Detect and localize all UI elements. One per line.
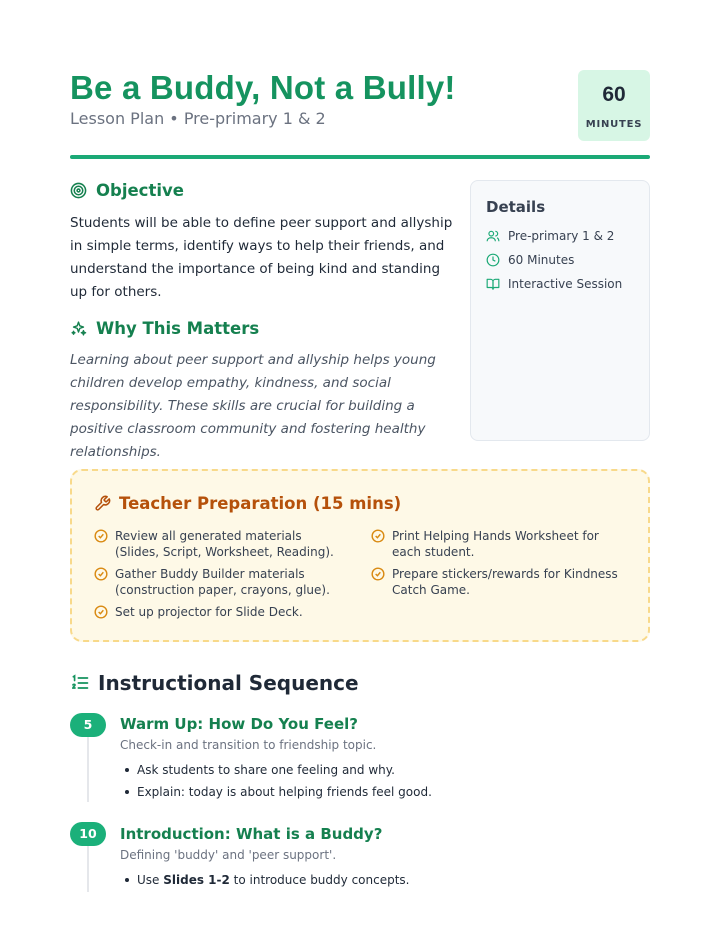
step-title: Warm Up: How Do You Feel? [120,715,358,733]
sequence-heading [70,671,359,695]
step-subtitle: Defining 'buddy' and 'peer support'. [120,848,337,862]
detail-format-label: Interactive Session [508,277,623,291]
details-title: Details [486,198,546,216]
step-bullet-list [120,869,409,891]
detail-format [486,277,622,291]
why-heading [70,319,259,338]
detail-audience [486,229,614,243]
teacher-prep-card [70,469,650,642]
prep-heading [94,494,401,513]
step-subtitle: Check-in and transition to friendship topic. [120,738,377,752]
detail-duration-label: 60 Minutes [508,253,575,267]
target-icon [70,182,87,199]
objective-title: Objective [96,181,184,200]
bullet-text: to introduce buddy concepts. [229,873,410,887]
prep-item-text: Gather Buddy Builder materials (construction paper, crayons, glue). [115,567,330,597]
prep-item [371,528,621,560]
duration-unit: MINUTES [585,119,643,130]
why-title: Why This Matters [96,319,260,338]
slide-reference: Slides 1-2 [163,873,230,887]
step-duration-badge: 10 [70,822,106,846]
page-subtitle: Lesson Plan • Pre-primary 1 & 2 [70,109,326,128]
prep-item-text: Prepare stickers/rewards for Kindness Catch Game. [392,567,618,597]
header-divider [70,155,650,159]
details-card [470,180,650,441]
prep-item-text: Review all generated materials (Slides, Script, Worksheet, Reading). [115,529,334,559]
detail-audience-label: Pre-primary 1 & 2 [508,229,615,243]
step-bullet: Ask students to share one feeling and why. [120,759,432,781]
objective-heading [70,181,184,200]
duration-badge [578,70,650,141]
bullet-text: Use [137,873,164,887]
check-circle-icon [371,529,385,543]
prep-item [371,566,621,598]
check-circle-icon [371,567,385,581]
lesson-header [70,68,650,142]
prep-item-text: Set up projector for Slide Deck. [115,605,303,619]
check-circle-icon [94,567,108,581]
check-circle-icon [94,529,108,543]
detail-duration [486,253,574,267]
step-duration-badge: 5 [70,713,106,737]
sequence-title: Instructional Sequence [98,671,359,695]
prep-item [94,566,344,598]
users-icon [486,229,500,243]
numbered-list-icon [70,673,90,693]
check-circle-icon [94,605,108,619]
prep-item-text: Print Helping Hands Worksheet for each student. [392,529,599,559]
page-title: Be a Buddy, Not a Bully! [70,69,456,106]
objective-text: Students will be able to define peer support and allyship in simple terms, identify ways to help their friends, and understand the importance of being kind and standing up for others. [70,215,453,300]
timeline-connector [87,726,89,802]
step-title: Introduction: What is a Buddy? [120,825,383,843]
step-bullet: Explain: today is about helping friends feel good. [120,781,432,803]
step-bullet-list [120,759,432,803]
prep-item [94,528,344,560]
why-text: Learning about peer support and allyship helps young children develop empathy, kindness, and social responsibility. These skills are crucial for building a positive classroom community and fostering healthy relationships. [70,352,436,460]
prep-title: Teacher Preparation (15 mins) [119,494,402,513]
duration-value: 60 [602,83,626,106]
book-open-icon [486,277,500,291]
clock-icon [486,253,500,267]
sparkles-icon [70,320,87,337]
step-bullet [120,869,409,891]
wrench-icon [94,495,111,512]
prep-item [94,604,344,620]
